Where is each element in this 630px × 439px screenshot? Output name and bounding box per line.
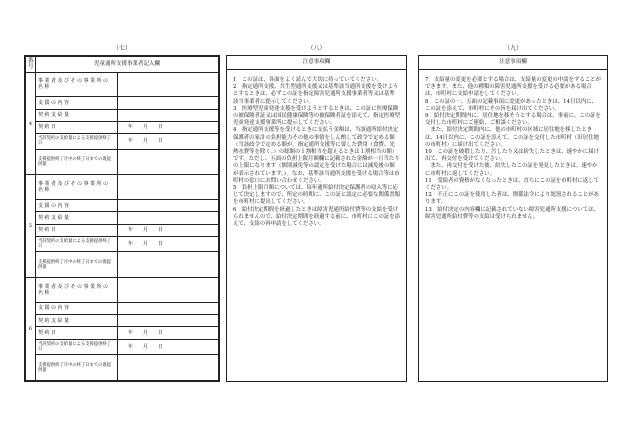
note-item: 8 この証の一、五面の記載事項に変更があったときは、14日以内に、この証を添えて、市町村にその旨を届け出てください。	[425, 98, 597, 112]
provider-name-label: 事業者及びその事業所の名称	[36, 175, 118, 200]
contract-date-label: 契約日	[36, 121, 118, 133]
final-month-field[interactable]	[118, 252, 219, 278]
note-item: また、再交付を受けた後、紛失したこの証を発見したときは、速やかに市町村に返してください。	[425, 163, 598, 177]
support-content-field[interactable]	[118, 199, 219, 211]
note-item: また、給付決定期間内に、他の市町村の区域に居住地を移したときは、14日以内に、この証を添えて、この証を交付した市町村（旧居住地の市町村）に届け出てください。	[425, 127, 599, 148]
end-date-field[interactable]: 年 月 日	[118, 236, 219, 252]
provider-name-field[interactable]	[118, 278, 219, 303]
final-month-field[interactable]	[118, 149, 219, 175]
table-title: 児童通所支援事業者記入欄	[36, 57, 219, 73]
contract-amount-field[interactable]	[118, 212, 219, 224]
note-item: 7 支給量の変更を必要とする場合は、支給量の変更の申請をすることができます。また、他の種類の障害児通所支援を受ける必要がある場合は、市町村に支給申請をしてください。	[425, 77, 601, 98]
note-item: 4 指定通所支援等を受けるときに支払う金額は、当該通所給付決定保護者の家計の負担能力その他の事情をしん酌して政令で定める額（当該政令で定める額が、指定通所支援等に要した費用（食費、光熱水費等を除く。）の総額の１割相当を超えるときは１割相当の額）です。ただし、五面の負担上限月額欄に記載された金額が一月当たりの上限になります（個別減免等の認定を受けた場合には減免後の額が表示されています。）。なお、基準該当通所支援を受ける場合等は市町村の窓口にお問い合わせください。	[233, 127, 400, 184]
note-item: 13 給付決定の内容欄に記載されていない障害児通所支援については、障害児通所給付費等の支給は受けられません。	[425, 206, 599, 220]
contract-amount-label: 契約支給量	[36, 212, 118, 224]
contract-date-field[interactable]: 年 月 日	[118, 224, 219, 236]
end-date-field[interactable]: 年 月 日	[118, 134, 219, 150]
notes-body	[419, 70, 607, 221]
provider-name-label: 事業者及びその事業所の名称	[36, 278, 118, 303]
note-item: 11 受給者の資格がなくなったときは、直ちにこの証を市町村に返してください。	[425, 177, 599, 192]
support-content-label: 支援の内容	[36, 97, 118, 109]
end-date-label: 当該契約の支給量による支援提供終了日	[36, 339, 118, 355]
contract-amount-label: 契約支給量	[36, 109, 118, 121]
final-month-label: 支援提供終了月中の終了日までの既提供量	[36, 355, 118, 381]
note-item: 5 負担上限月額については、毎年通所給付決定保護者の収入等に応じて決定しますので、所定の時期に、この証と認定に必要な関係書類を市町村に提出してください。	[233, 185, 401, 206]
notes-heading: 注意事項欄	[419, 56, 607, 70]
note-item: 9 給付決定期間内に、居住地を移そうとする場合は、事前に、この証を交付した市町村にご連絡、ご相談ください。	[425, 113, 601, 127]
provider-name-field[interactable]	[118, 72, 219, 97]
contract-date-field[interactable]: 年 月 日	[118, 327, 219, 339]
block-index: 5	[26, 175, 36, 278]
end-date-label: 当該契約の支給量による支援提供終了日	[36, 134, 118, 150]
contract-date-field[interactable]: 年 月 日	[118, 121, 219, 133]
number-header: 番号	[26, 57, 36, 73]
final-month-label: 支援提供終了月中の終了日までの既提供量	[36, 252, 118, 278]
contract-date-label: 契約日	[36, 224, 118, 236]
note-item: 6 給付決定期間を経過したときは障害児通所給付費等の支給を受けられませんので、給付決定期間を経過する前に、市町村にこの証を添えて、支給の再申請をしてください。	[233, 206, 401, 228]
contract-amount-field[interactable]	[118, 109, 219, 121]
support-content-field[interactable]	[118, 302, 219, 314]
note-item: 12 不正にこの証を使用した者は、関係法令により処罰されることがあります。	[425, 192, 599, 206]
end-date-label: 当該契約の支給量による支援提供終了日	[36, 236, 118, 252]
end-date-field[interactable]: 年 月 日	[118, 339, 219, 355]
support-content-field[interactable]	[118, 97, 219, 109]
final-month-field[interactable]	[118, 355, 219, 381]
final-month-label: 支援提供終了月中の終了日までの既提供量	[36, 149, 118, 175]
support-content-label: 支援の内容	[36, 199, 118, 211]
page-number: （八）	[307, 45, 326, 52]
note-item: 2 指定通所支援、共生型通所支援又は基準該当通所支援を受けようとするときは、必ずこの証を指定障害児通所支援事業者等又は基準該当事業者に提示してください。	[233, 84, 399, 105]
contract-amount-label: 契約支給量	[36, 315, 118, 327]
page-7	[24, 45, 220, 382]
contract-amount-field[interactable]	[118, 315, 219, 327]
block-index: 4	[26, 72, 36, 175]
contract-date-label: 契約日	[36, 327, 118, 339]
notes-body	[227, 70, 406, 228]
provider-entry-table	[25, 56, 219, 381]
provider-name-label: 事業者及びその事業所の名称	[36, 72, 118, 97]
block-index: 6	[26, 278, 36, 381]
page-number: （九）	[503, 45, 522, 52]
notes-heading: 注意事項欄	[227, 56, 406, 70]
support-content-label: 支援の内容	[36, 302, 118, 314]
provider-name-field[interactable]	[118, 175, 219, 200]
page-number: （七）	[112, 45, 131, 52]
page-9	[418, 45, 608, 382]
note-item: 10 この証を破損したり、汚したり又は紛失したときは、速やかに届け出て、再交付を受けてください。	[425, 149, 599, 163]
page-8	[226, 45, 407, 382]
note-item: 3 医療型児童発達支援を受けようとするときは、この証に医療保険の被保険者証又は国民健康保険等の被保険者証を添えて、指定医療型児童発達支援事業所に提示してください。	[233, 105, 401, 127]
note-item: 1 この証は、各面をよく読んで大切に持っていてください。	[233, 77, 382, 83]
